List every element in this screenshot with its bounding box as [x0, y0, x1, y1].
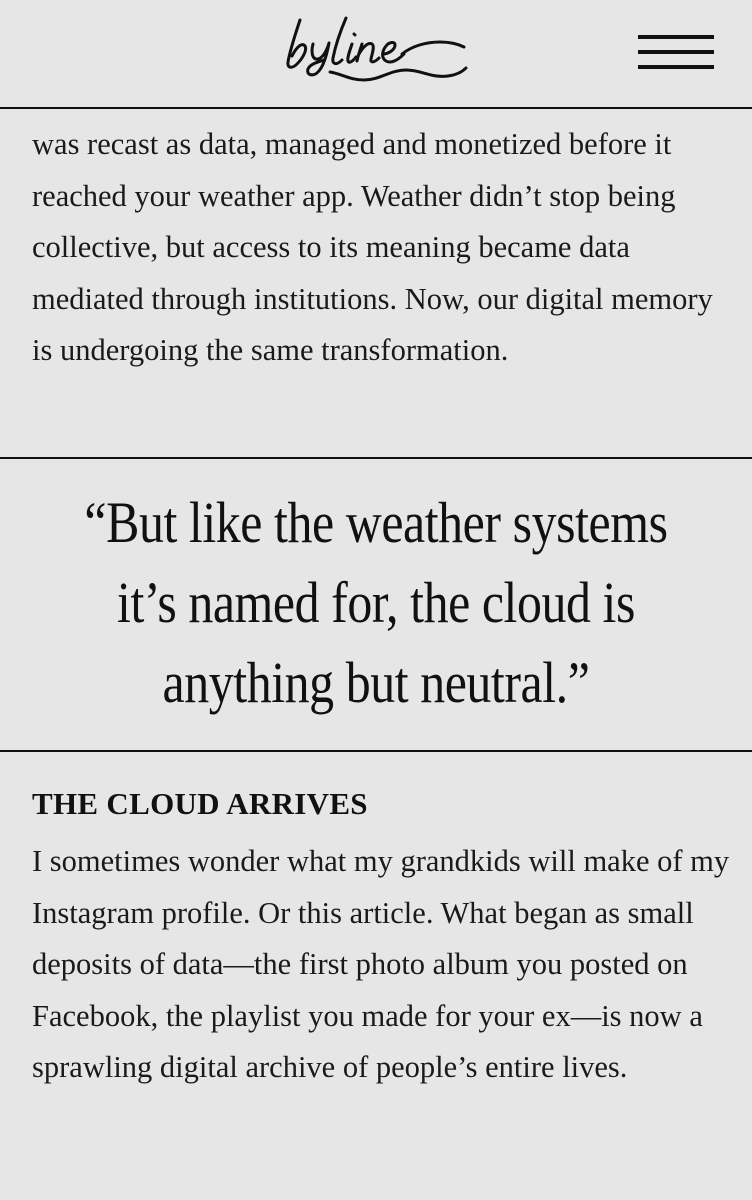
byline-logo[interactable]: [280, 14, 474, 90]
byline-logo-icon: [280, 14, 474, 90]
menu-line: [638, 50, 714, 54]
section-heading: THE CLOUD ARRIVES: [32, 786, 368, 821]
menu-line: [638, 65, 714, 69]
hamburger-menu-icon[interactable]: [636, 32, 716, 74]
article-paragraph: was recast as data, managed and monetized before it reached your weather app. Weather didn’t stop being collective, but access to its meaning became data mediated through institutions. Now, our digital memory is undergoing the same transformation.: [32, 127, 713, 368]
pull-quote: “But like the weather systems it’s named for, the cloud is anything but neutral.”: [84, 490, 668, 715]
article-paragraph-section: [0, 109, 752, 459]
article-section: [0, 752, 752, 1200]
pull-quote-section: [0, 459, 752, 752]
site-header: [0, 0, 752, 109]
menu-line: [638, 35, 714, 39]
article-paragraph: I sometimes wonder what my grandkids will make of my Instagram profile. Or this article. What began as small deposits of data—the first photo album you posted on Facebook, the playlist you made for your ex—is now a sprawling digital archive of people’s entire lives.: [32, 844, 730, 1085]
